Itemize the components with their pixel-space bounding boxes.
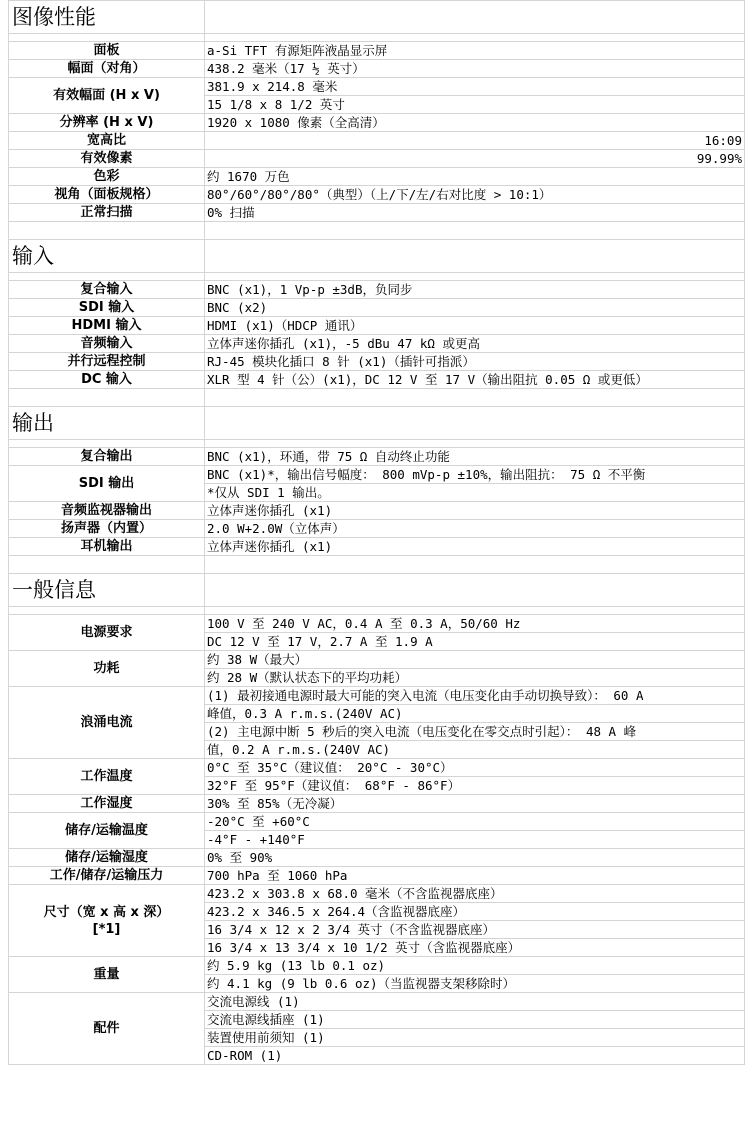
spec-value: BNC (x1)，环通，带 75 Ω 自动终止功能 (205, 448, 745, 466)
spacer-row (9, 222, 745, 240)
section-header-row (9, 240, 745, 273)
spec-value: 立体声迷你插孔 (x1) (205, 502, 745, 520)
spec-value: 2.0 W+2.0W（立体声） (205, 520, 745, 538)
spec-row (9, 867, 745, 885)
spec-value: 峰值，0.3 A r.m.s.(240V AC) (205, 705, 745, 723)
spec-row (9, 371, 745, 389)
spec-label: 工作/储存/运输压力 (9, 867, 205, 885)
spec-value: 15 1/8 x 8 1/2 英寸 (205, 96, 745, 114)
spacer-row (9, 389, 745, 407)
spec-label: 复合输出 (9, 448, 205, 466)
spec-value: 100 V 至 240 V AC，0.4 A 至 0.3 A，50/60 Hz (205, 615, 745, 633)
spec-value: 约 5.9 kg (13 lb 0.1 oz) (205, 957, 745, 975)
spec-label: 正常扫描 (9, 204, 205, 222)
spec-row (9, 60, 745, 78)
spec-value: RJ-45 模块化插口 8 针 (x1)（插针可指派） (205, 353, 745, 371)
spec-value: 438.2 毫米（17 ½ 英寸） (205, 60, 745, 78)
spec-row (9, 448, 745, 466)
spec-value: *仅从 SDI 1 输出。 (205, 484, 745, 502)
spec-label: 视角（面板规格） (9, 186, 205, 204)
spacer-row (9, 273, 745, 281)
section-header-row (9, 574, 745, 607)
spec-value: 值，0.2 A r.m.s.(240V AC) (205, 741, 745, 759)
spec-value: 32°F 至 95°F（建议值： 68°F - 86°F） (205, 777, 745, 795)
spec-value: (2) 主电源中断 5 秒后的突入电流（电压变化在零交点时引起）： 48 A 峰 (205, 723, 745, 741)
section-title: 输入 (9, 240, 205, 273)
spec-row (9, 353, 745, 371)
spec-row (9, 813, 745, 831)
spec-value: 423.2 x 303.8 x 68.0 毫米（不含监视器底座） (205, 885, 745, 903)
section-title: 输出 (9, 407, 205, 440)
spec-row (9, 687, 745, 705)
spec-row (9, 114, 745, 132)
spec-value: 80°/60°/80°/80°（典型）（上/下/左/右对比度 > 10:1） (205, 186, 745, 204)
spec-value: 交流电源线插座 (1) (205, 1011, 745, 1029)
spec-value: BNC (x1)*，输出信号幅度： 800 mVp-p ±10%，输出阻抗： 75 Ω 不平衡 (205, 466, 745, 484)
spec-label: 并行远程控制 (9, 353, 205, 371)
spec-row (9, 168, 745, 186)
spec-label: 储存/运输温度 (9, 813, 205, 849)
spec-label: 音频输入 (9, 335, 205, 353)
spec-label: 宽高比 (9, 132, 205, 150)
spec-table (8, 0, 745, 1065)
spec-row (9, 466, 745, 484)
spec-value: CD-ROM (1) (205, 1047, 745, 1065)
spacer-row (9, 34, 745, 42)
spec-row (9, 186, 745, 204)
spec-label: 分辨率 (H x V) (9, 114, 205, 132)
spec-value: 16 3/4 x 12 x 2 3/4 英寸（不含监视器底座） (205, 921, 745, 939)
spec-row (9, 759, 745, 777)
section-title: 图像性能 (9, 1, 205, 34)
spec-value: 1920 x 1080 像素（全高清） (205, 114, 745, 132)
spec-value: 0% 扫描 (205, 204, 745, 222)
spec-label: 浪涌电流 (9, 687, 205, 759)
spec-value: BNC (x1)，1 Vp-p ±3dB，负同步 (205, 281, 745, 299)
spec-row (9, 502, 745, 520)
section-title: 一般信息 (9, 574, 205, 607)
spec-value: 约 4.1 kg (9 lb 0.6 oz)（当监视器支架移除时） (205, 975, 745, 993)
spec-label: 面板 (9, 42, 205, 60)
spacer-row (9, 607, 745, 615)
spec-value: -4°F - +140°F (205, 831, 745, 849)
spec-row (9, 993, 745, 1011)
spec-label: 重量 (9, 957, 205, 993)
spec-row (9, 204, 745, 222)
spec-label: 有效幅面 (H x V) (9, 78, 205, 114)
spec-label: 配件 (9, 993, 205, 1065)
section-header-row (9, 407, 745, 440)
spec-value: 30% 至 85%（无冷凝） (205, 795, 745, 813)
spec-value: 约 28 W（默认状态下的平均功耗） (205, 669, 745, 687)
spec-label: 色彩 (9, 168, 205, 186)
spec-row (9, 281, 745, 299)
spec-label: 扬声器（内置） (9, 520, 205, 538)
spec-value: 16:09 (205, 132, 745, 150)
spec-label: DC 输入 (9, 371, 205, 389)
spec-value: 16 3/4 x 13 3/4 x 10 1/2 英寸（含监视器底座） (205, 939, 745, 957)
spec-value: a-Si TFT 有源矩阵液晶显示屏 (205, 42, 745, 60)
section-header-row (9, 1, 745, 34)
spec-value: 0°C 至 35°C（建议值： 20°C - 30°C） (205, 759, 745, 777)
spec-value: 700 hPa 至 1060 hPa (205, 867, 745, 885)
spec-value: 交流电源线 (1) (205, 993, 745, 1011)
spec-label: 功耗 (9, 651, 205, 687)
spacer-row (9, 556, 745, 574)
spec-label: 有效像素 (9, 150, 205, 168)
spec-label: 耳机输出 (9, 538, 205, 556)
spec-row (9, 335, 745, 353)
spec-row (9, 795, 745, 813)
spec-value: 装置使用前须知 (1) (205, 1029, 745, 1047)
spec-label: 幅面（对角） (9, 60, 205, 78)
spec-label: 储存/运输湿度 (9, 849, 205, 867)
spec-value: -20°C 至 +60°C (205, 813, 745, 831)
spec-row (9, 78, 745, 96)
spec-row (9, 317, 745, 335)
spec-row (9, 299, 745, 317)
spec-value: DC 12 V 至 17 V，2.7 A 至 1.9 A (205, 633, 745, 651)
spec-label: 音频监视器输出 (9, 502, 205, 520)
spec-value: 0% 至 90% (205, 849, 745, 867)
spec-value: 423.2 x 346.5 x 264.4（含监视器底座） (205, 903, 745, 921)
spec-value: HDMI (x1)（HDCP 通讯） (205, 317, 745, 335)
spec-row (9, 849, 745, 867)
spec-row (9, 132, 745, 150)
spec-value: 立体声迷你插孔 (x1) (205, 538, 745, 556)
spec-value: (1) 最初接通电源时最大可能的突入电流（电压变化由手动切换导致）： 60 A (205, 687, 745, 705)
spec-label: SDI 输入 (9, 299, 205, 317)
spec-value: 381.9 x 214.8 毫米 (205, 78, 745, 96)
spec-row (9, 42, 745, 60)
spec-label: 电源要求 (9, 615, 205, 651)
spec-value: 99.99% (205, 150, 745, 168)
spec-value: 约 38 W（最大） (205, 651, 745, 669)
spec-label: HDMI 输入 (9, 317, 205, 335)
spec-label: 工作湿度 (9, 795, 205, 813)
spec-value: 立体声迷你插孔 (x1)，-5 dBu 47 kΩ 或更高 (205, 335, 745, 353)
spacer-row (9, 440, 745, 448)
spec-row (9, 885, 745, 903)
spec-row (9, 957, 745, 975)
spec-row (9, 615, 745, 633)
spec-row (9, 150, 745, 168)
spec-label: 复合输入 (9, 281, 205, 299)
spec-value: XLR 型 4 针（公）(x1)，DC 12 V 至 17 V（输出阻抗 0.05 Ω 或更低） (205, 371, 745, 389)
spec-label: 尺寸（宽 x 高 x 深）[*1] (9, 885, 205, 957)
spec-label: SDI 输出 (9, 466, 205, 502)
spec-label: 工作温度 (9, 759, 205, 795)
spec-value: BNC (x2) (205, 299, 745, 317)
spec-value: 约 1670 万色 (205, 168, 745, 186)
spec-row (9, 651, 745, 669)
spec-row (9, 520, 745, 538)
spec-row (9, 538, 745, 556)
